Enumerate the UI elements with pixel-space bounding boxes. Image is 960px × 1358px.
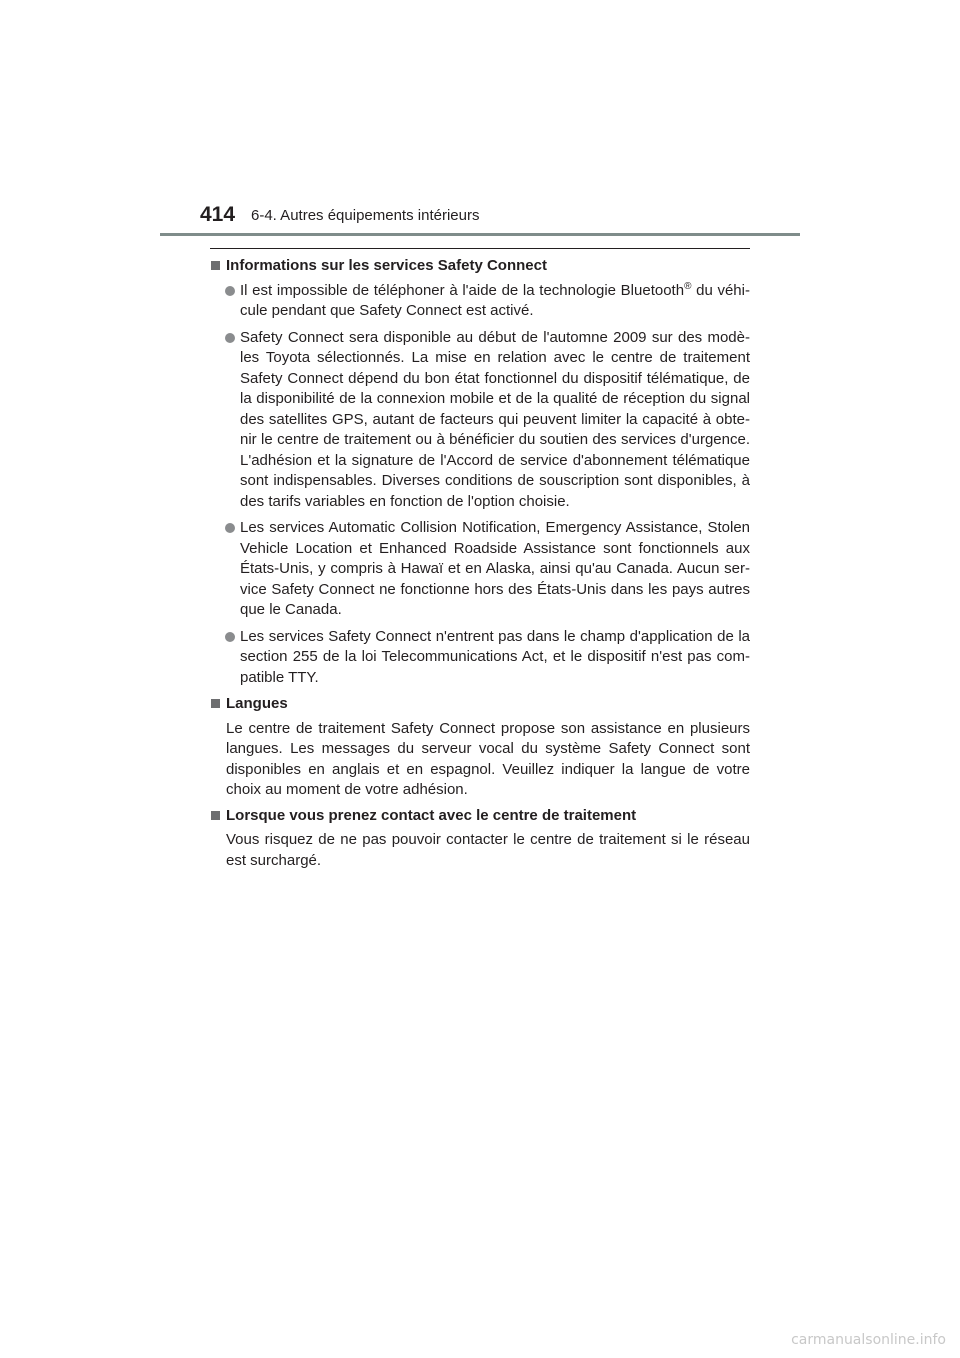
content-top-rule [210,248,750,249]
bullet-text: Les services Automatic Collision Notification, Emergency Assistance, Stolen Vehicle Location et Enhanced Roadside Assistance sont fonctionnels aux États-Unis, y compris à Hawaï et en Alaska, ainsi qu'au Canada. Aucun ser-vice Safety Connect ne fonctionne hors des États-Unis dans les pays autres que le Canada. [240,519,750,618]
section-contact-center [210,806,750,872]
heading-text: Informations sur les services Safety Connect [226,257,547,274]
round-bullet-icon [225,286,235,296]
round-bullet-icon [225,523,235,533]
bullet-text-part: Il est impossible de téléphoner à l'aide de la technologie Bluetooth [240,281,685,299]
section-paragraph: Le centre de traitement Safety Connect propose son assistance en plusieurs langues. Les messages du serveur vocal du système Safety Connect sont disponibles en anglais et en espagnol. Veuillez indiquer la langue de votre choix au moment de votre adhésion. [226,719,750,798]
page-content [210,256,750,876]
square-bullet-icon [211,811,220,820]
square-bullet-icon [211,699,220,708]
page-number: 414 [200,203,236,226]
bullet-item [210,328,750,513]
round-bullet-icon [225,333,235,343]
section-langues [210,694,750,801]
registered-mark: ® [684,280,692,292]
watermark: carmanualsonline.info [791,1332,946,1348]
bullet-text: Safety Connect sera disponible au début de l'automne 2009 sur des modè-les Toyota sélectionnés. La mise en relation avec le centre de traitement Safety Connect dépend du bon état fonctionnel du dispositif télématique, de la disponibilité de la connexion mobile et de la qualité de réception du signal des satellites GPS, autant de facteurs qui peuvent limiter la capacité à obte-nir le centre de traitement ou à bénéficier du soutien des services d'urgence. L'adhésion et la signature de l'Accord de service d'abonnement télématique sont indispensables. Diverses conditions de souscription sont disponibles, à des tarifs variables en fonction de l'option choisie. [240,328,750,510]
section-heading [210,256,750,277]
bullet-text-part: du véhi-cule pendant que Safety Connect est activé. [240,281,750,319]
bullet-text: Les services Safety Connect n'entrent pas dans le champ d'application de la section 255 de la loi Telecommunications Act, et le dispositif n'est pas com-patible TTY. [240,627,750,686]
page-header [0,0,960,240]
bullet-item [210,627,750,689]
section-heading [210,806,750,827]
bullet-item [210,281,750,322]
heading-text: Lorsque vous prenez contact avec le centre de traitement [226,806,637,824]
round-bullet-icon [225,632,235,642]
section-safety-connect-info [210,256,750,688]
square-bullet-icon [211,261,220,270]
section-paragraph: Vous risquez de ne pas pouvoir contacter le centre de traitement si le réseau est surchargé. [226,831,750,869]
heading-text: Langues [226,695,288,712]
section-title: 6-4. Autres équipements intérieurs [251,207,480,224]
header-rule [160,233,800,236]
bullet-item [210,518,750,621]
section-heading [210,694,750,715]
